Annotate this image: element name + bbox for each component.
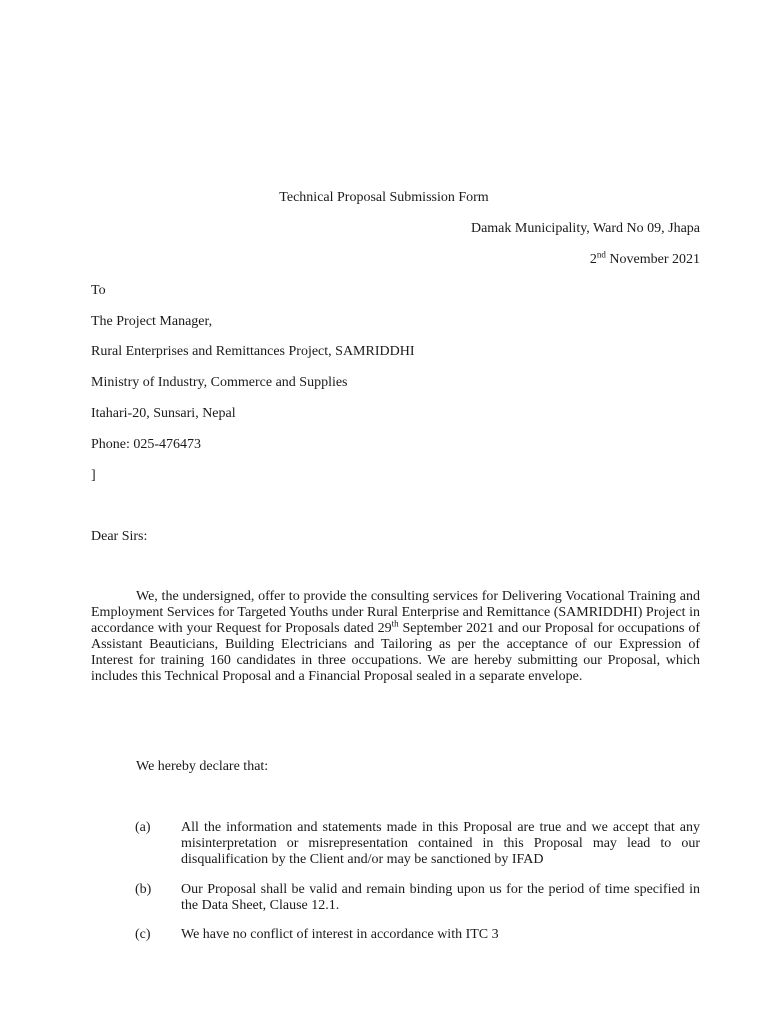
declaration-label: (c) bbox=[135, 927, 151, 942]
body-date-suffix: th bbox=[391, 618, 399, 629]
declaration-label: (b) bbox=[135, 882, 152, 897]
body-text-part-1: We, the undersigned, offer to provide the consulting services for Delivering Vocational Training and Employment Services for Targeted Youths under Rural Enterprise and Remittance (SAMRIDDHI) Project in accordance with your Request for Proposals dated 29 bbox=[91, 589, 700, 636]
recipient-line-4: Itahari-20, Sunsari, Nepal bbox=[91, 406, 236, 421]
declaration-intro: We hereby declare that: bbox=[136, 759, 269, 774]
declaration-text: All the information and statements made in this Proposal are true and we accept that any misinterpretation or misrepresentation contained in this Proposal may lead to our disqualification by the Client and/or may be sanctioned by IFAD bbox=[181, 820, 700, 867]
recipient-line-1: The Project Manager, bbox=[91, 314, 213, 329]
recipient-line-2: Rural Enterprises and Remittances Project, SAMRIDDHI bbox=[91, 344, 415, 359]
recipient-line-3: Ministry of Industry, Commerce and Supplies bbox=[91, 375, 348, 390]
date-suffix: nd bbox=[596, 249, 606, 260]
date-rest: November 2021 bbox=[605, 252, 700, 267]
body-paragraph bbox=[91, 589, 700, 685]
recipient-bracket: ] bbox=[91, 468, 96, 483]
sender-location: Damak Municipality, Ward No 09, Jhapa bbox=[470, 221, 700, 236]
document-date bbox=[589, 249, 700, 268]
recipient-phone: Phone: 025-476473 bbox=[91, 437, 202, 452]
body-text-part-2: September 2021 and our Proposal for occupations of Assistant Beauticians, Building Electricians and Tailoring as per the acceptance of our Expression of Interest for training 160 candidates in three occupations. We are hereby submitting our Proposal, which includes this Technical Proposal and a Financial Proposal sealed in a separate envelope. bbox=[91, 621, 700, 684]
declaration-text: Our Proposal shall be valid and remain binding upon us for the period of time specified in the Data Sheet, Clause 12.1. bbox=[181, 882, 700, 913]
declaration-item-a bbox=[135, 820, 700, 868]
document-title: Technical Proposal Submission Form bbox=[279, 190, 489, 205]
declaration-item-c bbox=[135, 927, 700, 943]
date-day: 2 bbox=[589, 252, 597, 267]
declaration-text: We have no conflict of interest in accordance with ITC 3 bbox=[181, 927, 499, 942]
declaration-item-b bbox=[135, 882, 700, 914]
declaration-label: (a) bbox=[135, 820, 151, 835]
recipient-to: To bbox=[91, 283, 106, 298]
salutation: Dear Sirs: bbox=[91, 529, 148, 544]
